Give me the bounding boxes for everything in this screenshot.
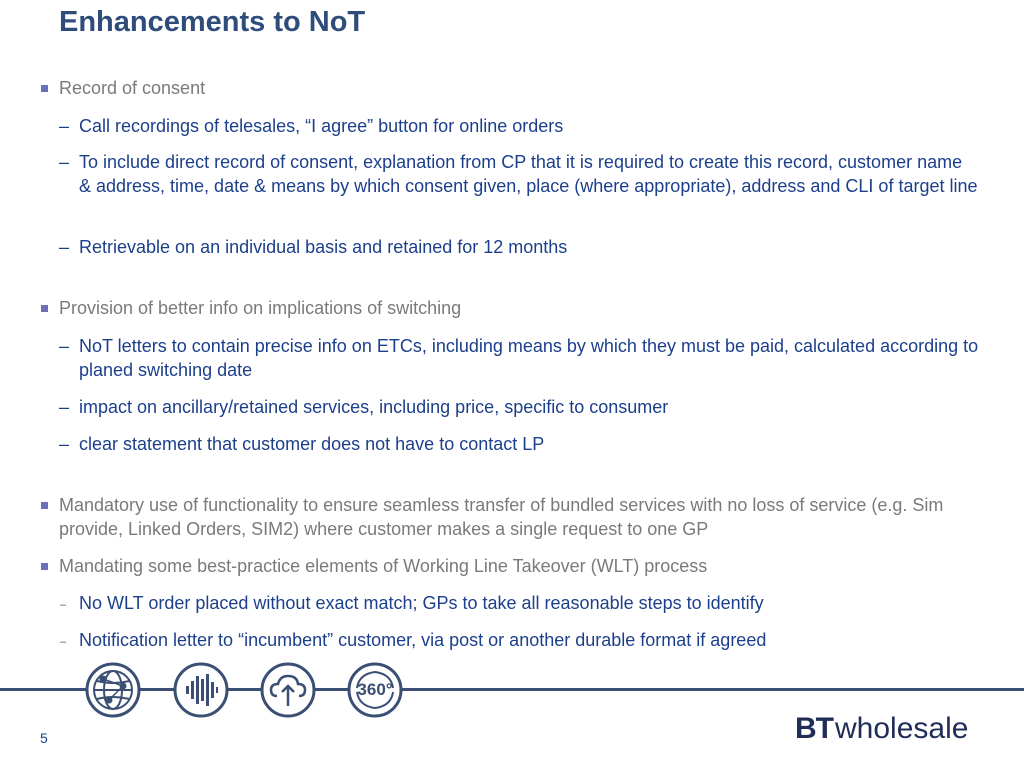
dash-marker: – — [60, 599, 67, 611]
bt-wholesale-logo — [795, 711, 968, 747]
globe-network-icon — [85, 662, 141, 718]
section-heading: Provision of better info on implications of switching — [59, 298, 462, 318]
logo-wholesale: wholesale — [835, 712, 969, 745]
list-item: NoT letters to contain precise info on ETCs, including means by which they must be paid, calculated according to planed switching date — [79, 336, 979, 380]
section-heading: Mandating some best-practice elements of Working Line Takeover (WLT) process — [59, 556, 708, 576]
section-heading: Record of consent — [59, 78, 206, 98]
list-item: clear statement that customer does not have to contact LP — [79, 434, 545, 454]
sound-wave-icon — [173, 662, 229, 718]
cloud-upload-icon — [260, 662, 316, 718]
dash-marker: – — [59, 336, 70, 356]
dash-marker: – — [59, 152, 70, 172]
360-icon — [347, 662, 403, 718]
bullet-marker — [41, 563, 48, 570]
list-item: No WLT order placed without exact match; GPs to take all reasonable steps to identify — [79, 593, 764, 613]
dash-marker: – — [59, 116, 70, 136]
page-number: 5 — [40, 730, 48, 746]
section-heading: Mandatory use of functionality to ensure seamless transfer of bundled services with no loss of service (e.g. Sim provide, Linked Orders, SIM2) where customer makes a single request to one GP — [59, 495, 944, 539]
list-item: To include direct record of consent, explanation from CP that it is required to create this record, customer name & address, time, date & means by which consent given, place (where appropriate), address and CLI of target line — [79, 152, 978, 196]
list-item: impact on ancillary/retained services, including price, specific to consumer — [79, 397, 669, 417]
logo-bt: BT — [795, 712, 833, 745]
footer-divider — [0, 688, 1024, 691]
dash-marker: – — [59, 397, 70, 417]
slide-title: Enhancements to NoT — [59, 6, 366, 38]
dash-marker: – — [59, 434, 70, 454]
bullet-marker — [41, 502, 48, 509]
list-item: Call recordings of telesales, “I agree” button for online orders — [79, 116, 564, 136]
list-item: Notification letter to “incumbent” customer, via post or another durable format if agreed — [79, 630, 767, 650]
360-label: 360° — [357, 680, 393, 699]
dash-marker: – — [60, 636, 67, 648]
list-item: Retrievable on an individual basis and retained for 12 months — [79, 237, 568, 257]
bullet-marker — [41, 305, 48, 312]
bullet-marker — [41, 85, 48, 92]
dash-marker: – — [59, 237, 70, 257]
